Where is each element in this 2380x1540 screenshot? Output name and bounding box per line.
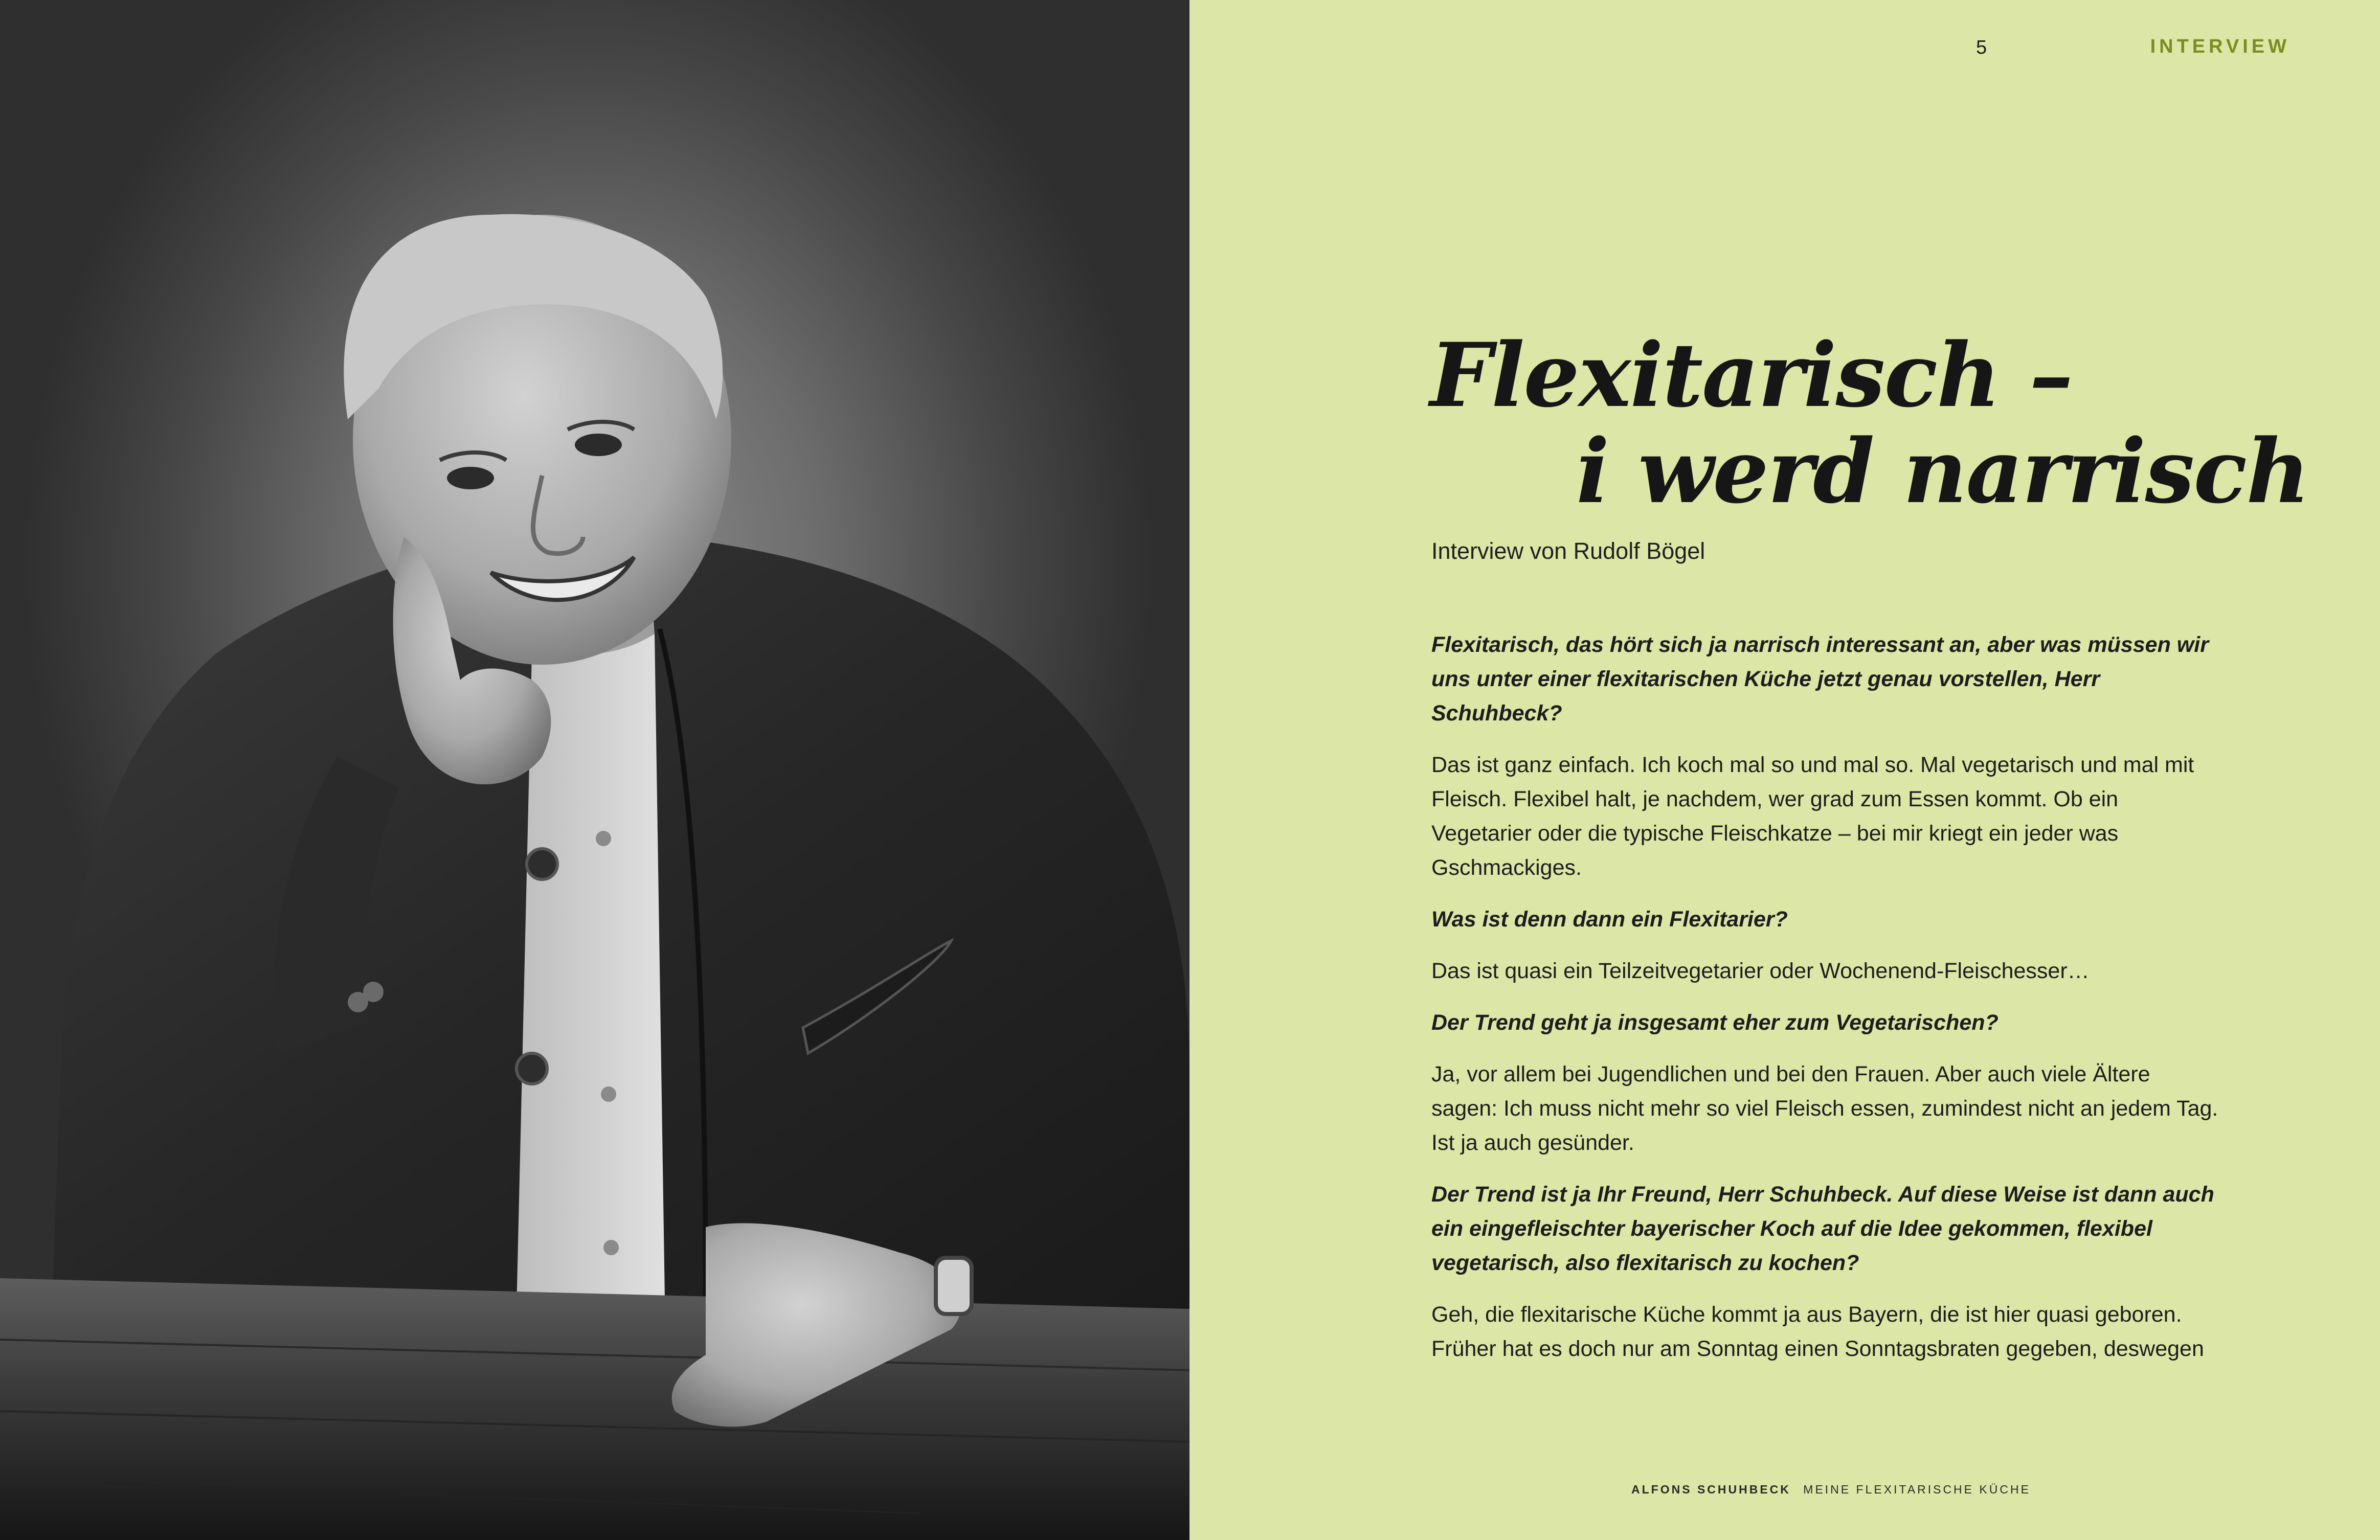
- question-paragraph: Der Trend ist ja Ihr Freund, Herr Schuhbeck. Auf diese Weise ist dann auch ein eingefleischter bayerischer Koch auf die Idee gekommen, flexibel vegetarisch, also flexitarisch zu kochen?: [1431, 1182, 2214, 1275]
- page-number: 5: [1976, 37, 1987, 58]
- question-paragraph: Flexitarisch, das hört sich ja narrisch interessant an, aber was müssen wir uns unter einer flexitarischen Küche jetzt genau vorstellen, Herr Schuhbeck?: [1431, 632, 2209, 726]
- section-label: INTERVIEW: [2150, 36, 2290, 57]
- question-paragraph: Was ist denn dann ein Flexitarier?: [1431, 907, 1788, 932]
- answer-paragraph: Ja, vor allem bei Jugendlichen und bei den Frauen. Aber auch viele Ältere sagen: Ich muss nicht mehr so viel Fleisch essen, zumindest nicht an jedem Tag. Ist ja auch gesünder.: [1431, 1062, 2218, 1155]
- answer-paragraph: Geh, die flexitarische Küche kommt ja aus Bayern, die ist hier quasi geboren. Früher hat es doch nur am Sonntag einen Sonntagsbraten gegeben, deswegen: [1431, 1302, 2204, 1361]
- footer-book-title: MEINE FLEXITARISCHE KÜCHE: [1803, 1483, 2031, 1496]
- portrait-photo: [0, 0, 1189, 1540]
- title-line-2: i werd narrisch: [1576, 419, 2309, 523]
- article-body: [1431, 628, 2219, 1384]
- running-footer: [1631, 1483, 2031, 1497]
- footer-author: ALFONS SCHUHBECK: [1631, 1483, 1791, 1496]
- answer-paragraph: Das ist quasi ein Teilzeitvegetarier oder Wochenend-Fleischesser…: [1431, 959, 2090, 983]
- article-title: [1430, 323, 2309, 523]
- portrait-illustration: [0, 0, 1189, 1540]
- article-page: [1189, 0, 2380, 1540]
- answer-paragraph: Das ist ganz einfach. Ich koch mal so und mal so. Mal vegetarisch und mal mit Fleisch. Flexibel halt, je nachdem, wer grad zum Essen kommt. Ob ein Vegetarier oder die typische Fleischkatze – bei mir kriegt ein jeder was Gschmackiges.: [1431, 753, 2194, 880]
- byline: Interview von Rudolf Bögel: [1431, 538, 1705, 564]
- question-paragraph: Der Trend geht ja insgesamt eher zum Vegetarischen?: [1431, 1010, 1999, 1035]
- title-line-1: Flexitarisch –: [1430, 323, 2073, 427]
